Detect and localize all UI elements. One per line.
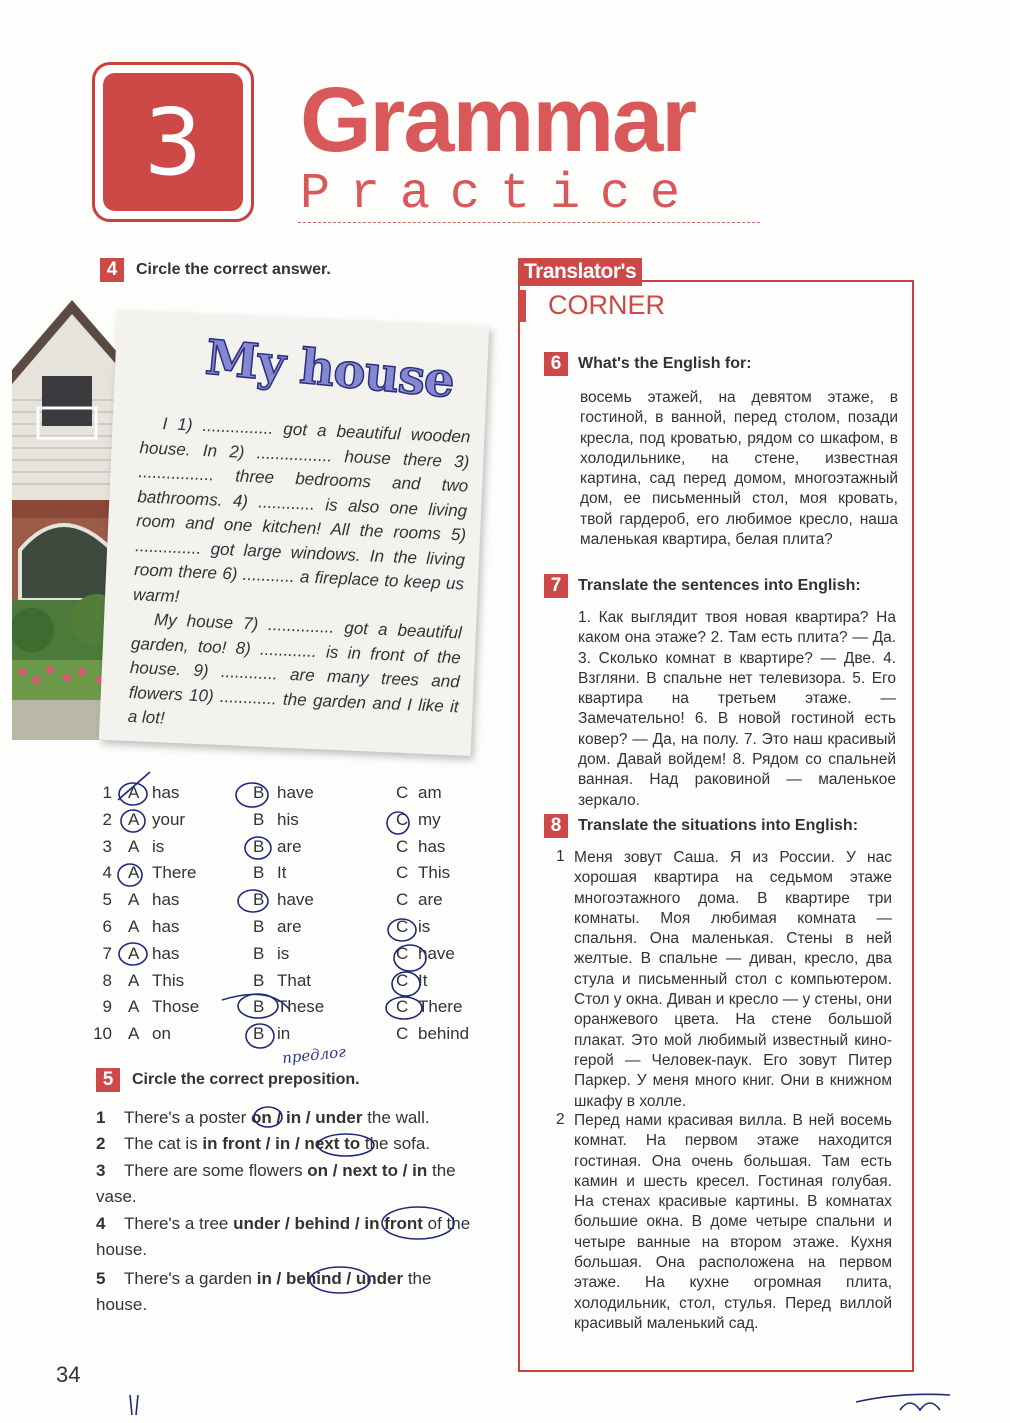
preposition-item [96, 1105, 486, 1131]
option-b[interactable]: in [277, 1024, 291, 1044]
answer-row [90, 783, 490, 809]
option-letter-c[interactable]: C [396, 997, 409, 1017]
option-letter-c[interactable]: C [396, 836, 409, 856]
item-number: 1 [102, 783, 112, 802]
sentence-start: There are some flowers [124, 1161, 308, 1180]
window [42, 376, 92, 426]
option-b[interactable]: These [277, 997, 325, 1017]
option-a[interactable]: has [152, 890, 180, 910]
situation-number: 1 [556, 848, 565, 865]
option-b[interactable]: are [277, 836, 302, 856]
option-letter-a[interactable]: A [128, 890, 140, 910]
option-letter-c[interactable]: C [396, 890, 409, 910]
option-c[interactable]: have [418, 943, 455, 963]
answer-row [90, 997, 490, 1023]
answer-row [90, 917, 490, 943]
item-number: 4 [96, 1214, 106, 1233]
option-letter-b[interactable]: B [253, 783, 265, 802]
option-letter-a[interactable]: A [128, 970, 140, 990]
sentence-end: the vase. [96, 1161, 456, 1206]
option-letter-b[interactable]: B [253, 890, 265, 910]
option-letter-b[interactable]: B [253, 970, 265, 990]
option-letter-c[interactable]: C [396, 809, 409, 829]
option-b[interactable]: That [277, 970, 312, 990]
story-title: My house [203, 329, 457, 410]
option-c[interactable]: am [418, 783, 442, 802]
story-paragraph: My house 7) .............. got a beautiful garden, too! 8) ............ is in front of the house. 9) ............ are many trees and flowers 10) ............ the garden and I like it a lot! [127, 609, 463, 728]
item-number: 3 [102, 836, 112, 856]
option-letter-b[interactable]: B [253, 836, 265, 856]
divider [298, 222, 760, 223]
sentence-start: There's a poster [124, 1108, 252, 1127]
exercise-instruction: Translate the situations into English: [578, 817, 859, 834]
preposition-item [96, 1266, 486, 1318]
option-a[interactable]: your [152, 809, 186, 829]
option-letter-b[interactable]: B [253, 997, 265, 1017]
exercise-instruction: Circle the correct preposition. [132, 1071, 360, 1088]
option-a[interactable]: has [152, 783, 180, 802]
preposition-item [96, 1211, 486, 1263]
option-c[interactable]: my [418, 809, 441, 829]
answer-row [90, 944, 490, 970]
exercise-number: 4 [100, 258, 124, 282]
option-b[interactable]: is [277, 943, 290, 963]
answer-row [90, 810, 490, 836]
exercise-8-heading [544, 814, 858, 838]
item-number: 10 [93, 1024, 112, 1044]
translators-corner-label: Translator's [518, 258, 642, 286]
sentence-end: the wall. [362, 1108, 430, 1127]
option-letter-a[interactable]: A [128, 997, 140, 1017]
preposition-item [96, 1158, 486, 1210]
item-number: 6 [102, 917, 112, 936]
option-letter-a[interactable]: A [128, 783, 140, 802]
option-letter-b[interactable]: B [253, 917, 265, 936]
sentence-start: The cat is [124, 1134, 203, 1153]
exercise-instruction: Circle the correct answer. [136, 261, 331, 278]
preposition-options[interactable]: on / next to / in [307, 1161, 428, 1180]
preposition-item [96, 1131, 486, 1157]
option-b[interactable]: his [277, 809, 299, 829]
option-letter-c[interactable]: C [396, 783, 409, 802]
situation-text: Меня зовут Саша. Я из России. У нас хорошая квартира на седьмом этаже многоэтажного дома. В квартире три комнаты. Моя любимая комната — спальня. Она маленькая. Стены в ней желтые. В спальне — диван, кресло, два стула и письменный стол с компьютером. Стол у окна. Диван и кресло — у стены, они оранжевого цвета. На стене большой плакат. Это мой любимый известный кино-герой — Человек-паук. Его зовут Питер Паркер. У меня много книг. Они в книжном шкафу в холле. [574, 849, 892, 1110]
option-letter-c[interactable]: C [396, 970, 409, 990]
item-number: 2 [96, 1134, 106, 1153]
option-a[interactable]: Those [152, 997, 200, 1017]
preposition-options[interactable]: on / in / under [251, 1108, 363, 1127]
exercise-number: 6 [544, 352, 568, 376]
exercise-4-heading [100, 258, 331, 282]
exercise-7-heading [544, 574, 861, 598]
story-paragraph: I 1) ............... got a beautiful wooden house. In 2) ................ house there 3) ................ three bedrooms and two bathrooms. 4) ............ is also one living room and one kitchen! All the rooms 5) .............. got large windows. In the living room there 6) ........... a fireplace to keep us warm! [132, 414, 471, 606]
option-a[interactable]: There [152, 863, 197, 883]
option-b[interactable]: are [277, 917, 302, 936]
sentence-end: of the house. [96, 1214, 471, 1259]
option-letter-b[interactable]: B [253, 1024, 265, 1044]
option-letter-c[interactable]: C [396, 943, 409, 963]
option-letter-a[interactable]: A [128, 863, 140, 883]
sentence-start: There's a garden [124, 1269, 257, 1288]
corner-label: CORNER [542, 290, 671, 321]
item-number: 8 [102, 970, 112, 990]
story-text [127, 411, 471, 744]
exercise-number: 8 [544, 814, 568, 838]
answer-row [90, 863, 490, 889]
sentence-end: the sofa. [360, 1134, 431, 1153]
option-c[interactable]: are [418, 890, 443, 910]
option-c[interactable]: It [418, 970, 428, 990]
option-letter-a[interactable]: A [128, 943, 140, 963]
unit-number-badge [92, 62, 254, 222]
situation-number: 2 [556, 1111, 565, 1128]
option-letter-a[interactable]: A [128, 809, 140, 829]
label-accent [518, 290, 526, 322]
sentence-end: the house. [96, 1269, 432, 1314]
option-letter-b[interactable]: B [253, 943, 265, 963]
preposition-options[interactable]: in front / in / next to [202, 1134, 361, 1153]
option-a[interactable]: has [152, 943, 180, 963]
unit-number: 3 [103, 73, 243, 211]
option-letter-c[interactable]: C [396, 1024, 409, 1044]
preposition-options[interactable]: under / behind / in front [233, 1214, 423, 1233]
page-title: Grammar [300, 69, 696, 171]
handwritten-note: предлог [281, 1042, 347, 1068]
item-number: 2 [102, 809, 112, 829]
option-letter-a[interactable]: A [128, 1024, 140, 1044]
exercise-number: 7 [544, 574, 568, 598]
preposition-options[interactable]: in / behind / under [256, 1269, 404, 1288]
page-number: 34 [56, 1362, 81, 1387]
item-number: 1 [96, 1108, 106, 1127]
answer-row [90, 890, 490, 916]
option-letter-a[interactable]: A [128, 917, 140, 936]
option-c[interactable]: is [418, 917, 431, 936]
option-letter-c[interactable]: C [396, 917, 409, 936]
exercise-number: 5 [96, 1068, 120, 1092]
option-letter-c[interactable]: C [396, 863, 409, 883]
story-card [99, 310, 489, 756]
exercise-5-heading [96, 1068, 360, 1092]
option-a[interactable]: is [152, 836, 165, 856]
item-number: 5 [96, 1269, 106, 1288]
option-a[interactable]: on [152, 1024, 171, 1044]
answer-row [90, 837, 490, 863]
page-subtitle: Practice [300, 166, 701, 223]
option-b[interactable]: It [277, 863, 287, 883]
option-b[interactable]: have [277, 890, 314, 910]
situation-text: Перед нами красивая вилла. В ней восемь комнат. На первом этаже находится гостиная. Она очень большая. Там есть камин и шесть кресел. Гостиная голубая. На стенах красивые картины. В комнатах большие окна. В доме четыре спальни и четыре ванные на втором этаже. Кухня большая. Она расположена на первом этаже. На кухне огромная плита, холодильник, стол, стулья. Перед виллой красивый маленький сад. [574, 1112, 892, 1332]
option-c[interactable]: There [418, 997, 463, 1017]
option-a[interactable]: has [152, 917, 180, 936]
item-number: 4 [102, 863, 112, 883]
item-number: 7 [102, 943, 112, 963]
exercise-7-text: 1. Как выглядит твоя новая квартира? На каком она этаже? 2. Там есть плита? — Да. 3. Сколько комнат в квартире? — Две. 4. Взгляни. В спальне нет телевизора. 5. Его квартира на третьем этаже. — Замечательно! 6. В новой гостиной есть ковер? — Да, на полу. 7. Это наш красивый дом. Давай войдем! 8. Рядом со спальней ванная. Над раковиной — маленькое зеркало. [578, 609, 896, 809]
option-c[interactable]: behind [418, 1024, 470, 1044]
item-number: 5 [102, 890, 112, 910]
option-c[interactable]: This [418, 863, 451, 883]
exercise-instruction: What's the English for: [578, 355, 752, 372]
option-c[interactable]: has [418, 836, 446, 856]
option-letter-a[interactable]: A [128, 836, 140, 856]
option-a[interactable]: This [152, 970, 185, 990]
exercise-instruction: Translate the sentences into English: [578, 577, 861, 594]
option-letter-b[interactable]: B [253, 809, 265, 829]
sentence-start: There's a tree [124, 1214, 234, 1233]
exercise-6-heading [544, 352, 752, 376]
option-letter-b[interactable]: B [253, 863, 265, 883]
item-number: 9 [102, 997, 112, 1017]
exercise-6-text: восемь этажей, на девятом этаже, в гостиной, в ванной, перед столом, позади кресла, под кроватью, рядом со шкафом, в холодильнике, на стене, известная картина, сад перед домом, многоэтажный дом, ее письменный стол, моя кровать, твой гардероб, его любимое кресло, наша маленькая квартира, белая плита? [580, 389, 898, 549]
answer-row [90, 971, 490, 997]
answer-row [90, 1024, 490, 1050]
item-number: 3 [96, 1161, 106, 1180]
option-b[interactable]: have [277, 783, 314, 802]
